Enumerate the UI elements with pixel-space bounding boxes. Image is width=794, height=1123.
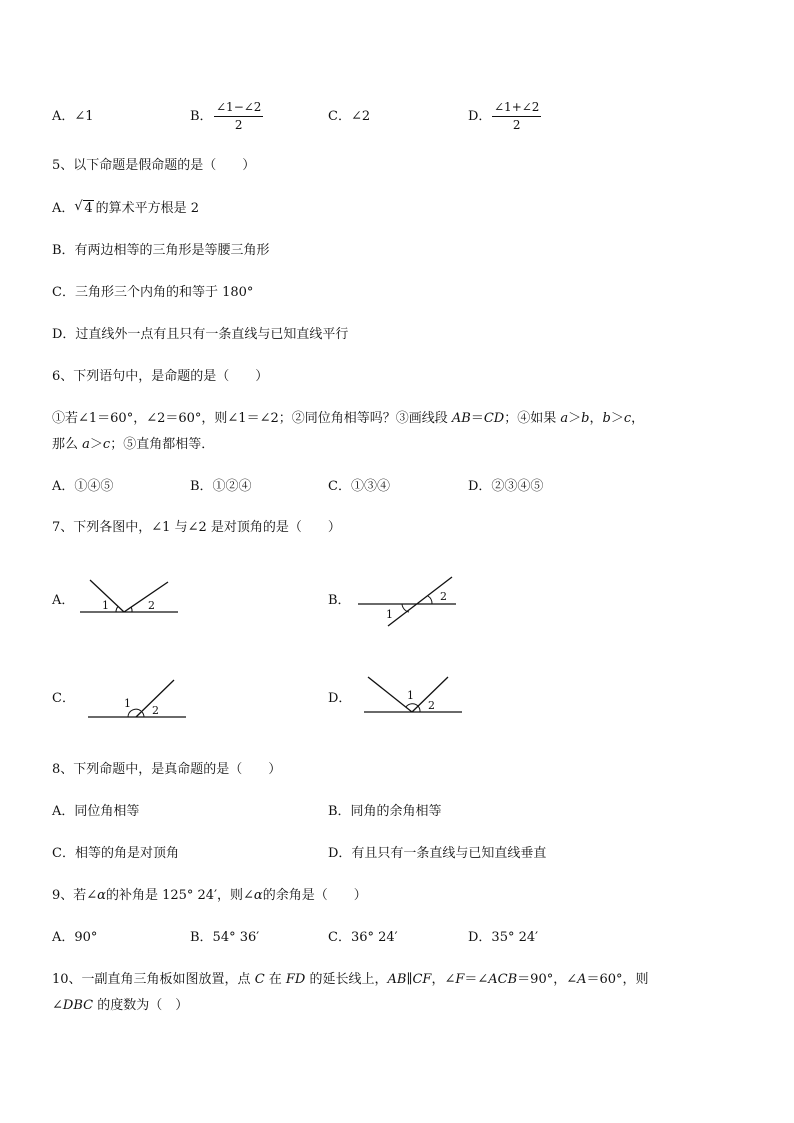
q10-stem-line2: ∠DBC 的度数为（ ）	[52, 998, 189, 1013]
q7-option-c-label: C．	[52, 691, 75, 706]
svg-text:1: 1	[386, 608, 393, 621]
svg-text:2: 2	[440, 590, 447, 603]
q7-option-d-label: D．	[328, 691, 352, 706]
q4-option-d-letter: D．	[468, 109, 492, 124]
q9-option-d: D．35° 24′	[468, 930, 539, 945]
q4-option-b-fraction: $\frac{\angle 1-\angle 2}{2}$	[216, 100, 262, 132]
q6-stem: 6、下列语句中，是命题的是（ ）	[52, 369, 269, 384]
q8-option-a: A．同位角相等	[52, 804, 140, 819]
svg-text:1: 1	[124, 697, 131, 710]
q7-figure-b	[356, 574, 460, 634]
svg-text:1: 1	[102, 599, 109, 612]
q4-option-a: A．∠1	[52, 109, 94, 124]
q9-option-a: A．90°	[52, 930, 98, 945]
q6-option-d: D．②③④⑤	[468, 479, 544, 494]
q5-option-b: B．有两边相等的三角形是等腰三角形	[52, 243, 270, 258]
q9-option-b: B．54° 36′	[190, 930, 260, 945]
q6-option-c: C．①③④	[328, 479, 390, 494]
q7-option-a-label: A．	[52, 593, 75, 608]
q4-option-c: C．∠2	[328, 109, 371, 124]
q9-stem: 9、若∠α的补角是 125° 24′，则∠α的余角是（ ）	[52, 888, 367, 903]
q4-option-b-letter: B．	[190, 109, 213, 124]
q7-figure-d	[362, 672, 466, 722]
q8-option-c: C．相等的角是对顶角	[52, 846, 179, 861]
q5-option-a: A． √ 4 的算术平方根是 2	[52, 199, 200, 216]
q10-stem-line1: 10、一副直角三角板如图放置，点 C 在 FD 的延长线上，AB∥CF，∠F＝∠ACB＝90°，∠A＝60°，则	[52, 972, 649, 987]
q4-option-d-fraction: $\frac{\angle 1+\angle 2}{2}$	[494, 100, 540, 132]
q6-statement-line1: ①若∠1＝60°，∠2＝60°，则∠1＝∠2；②同位角相等吗？③画线段 AB＝CD；④如果 a＞b，b＞c，	[52, 411, 645, 426]
q7-figure-c	[86, 676, 190, 726]
q6-statement-line2: 那么 a＞c；⑤直角都相等．	[52, 437, 215, 452]
svg-text:2: 2	[152, 704, 159, 717]
svg-text:2: 2	[428, 699, 435, 712]
svg-text:1: 1	[407, 689, 414, 702]
q5-option-d: D．过直线外一点有且只有一条直线与已知直线平行	[52, 327, 349, 342]
svg-text:2: 2	[148, 599, 155, 612]
q8-option-b: B．同角的余角相等	[328, 804, 442, 819]
q7-figure-a	[78, 576, 182, 620]
q8-option-d: D．有且只有一条直线与已知直线垂直	[328, 846, 547, 861]
q5-stem: 5、以下命题是假命题的是（ ）	[52, 158, 256, 173]
q6-option-a: A．①④⑤	[52, 479, 114, 494]
q9-option-c: C．36° 24′	[328, 930, 398, 945]
q5-option-c: C．三角形三个内角的和等于 180°	[52, 285, 254, 300]
sqrt-symbol: √ 4	[74, 199, 93, 216]
q8-stem: 8、下列命题中，是真命题的是（ ）	[52, 762, 282, 777]
q7-stem: 7、下列各图中，∠1 与∠2 是对顶角的是（ ）	[52, 520, 341, 535]
q6-option-b: B．①②④	[190, 479, 252, 494]
q7-option-b-label: B．	[328, 593, 351, 608]
